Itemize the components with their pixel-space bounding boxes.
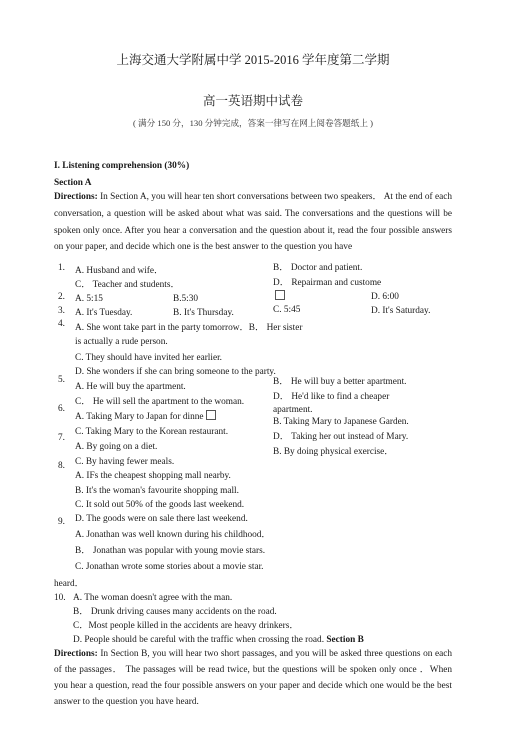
section-a-heading: Section A (54, 178, 92, 188)
question-number-5: 5. (58, 375, 65, 385)
q4-option-a: A. She wont take part in the party tomorrow．B． Her sister (75, 323, 303, 333)
q9-option-b: B． Jonathan was popular with young movie stars. (75, 546, 266, 556)
q5-option-b: B． He will buy a better apartment. (273, 377, 407, 387)
q10-option-d (73, 634, 364, 646)
q1-option-b: B． Doctor and patient. (273, 263, 363, 273)
q5-option-a: A. He will buy the apartment. (75, 382, 186, 392)
q2-option-c: C. 5:45 (273, 305, 301, 315)
question-number-4: 4. (58, 319, 65, 329)
q1-option-d: D． Repairman and custome (273, 278, 382, 288)
q10-option-c: C．Most people killed in the accidents are heavy drinkers． (73, 621, 299, 631)
q2-option-b: B.5:30 (173, 294, 199, 304)
q1-option-a: A. Husband and wife． (75, 266, 164, 276)
q5-option-d-cont: apartment. (273, 405, 313, 415)
exam-note: ( 满分 150 分，130 分钟完成，答案一律写在网上阅卷答题纸上 ) (133, 118, 373, 128)
question-number-3: 3. (58, 306, 65, 316)
q5-option-d: D． He'd like to find a cheaper (273, 392, 390, 402)
question-number-9: 9. (58, 517, 65, 527)
section-b-directions-label: Directions: (54, 649, 98, 659)
directions-text: In Section A, you will hear ten short conversations between two speakers． At the end of each conversation, a question will be asked about what was said. The conversations and the questions will be spoken only once. After you hear a conversation and the question about it, read the four possible answers on your paper, and decide which one is the best answer to the question you have (54, 192, 452, 253)
q6-option-b: B. Taking Mary to Japanese Garden. (273, 417, 409, 427)
q3-option-a: A. It's Tuesday. (75, 308, 133, 318)
q9-option-c: C. Jonathan wrote some stories about a movie star. (75, 562, 264, 572)
directions-label: Directions: (54, 192, 98, 202)
q6-option-a-text: A. Taking Mary to Japan for dinne (75, 412, 204, 422)
q7-option-b: B. By doing physical exercise． (273, 447, 394, 457)
heard-text: heard． (54, 579, 84, 589)
q7-option-a: A. By going on a diet. (75, 442, 158, 452)
q2-option-d: D. 6:00 (371, 292, 399, 302)
q8-option-d: D. The goods were on sale there last weekend. (75, 514, 248, 524)
part1-heading: I. Listening comprehension (30%) (54, 161, 190, 171)
q8-option-c: C. It sold out 50% of the goods last weekend. (75, 500, 245, 510)
q6-option-c: C. Taking Mary to the Korean restaurant. (75, 427, 229, 437)
section-b-heading: Section B (324, 635, 364, 645)
q8-option-a: A. IFs the cheapest shopping mall nearby. (75, 471, 231, 481)
question-number-8: 8. (58, 461, 65, 471)
q9-option-a: A. Jonathan was well known during his childhood． (75, 530, 271, 540)
q1-blank-box (273, 290, 285, 303)
section-b-directions (54, 646, 452, 710)
q10-option-a: A. The woman doesn't agree with the man. (73, 593, 233, 603)
q1-option-c: C． Teacher and students． (75, 280, 180, 290)
section-b-directions-text: In Section B, you will hear two short passages, and you will be asked three questions on each of the passages． The passages will be read twice, but the questions will be spoken only once ．When you hear a question, read the four possible answers on your paper and decide which one would be the best answer to the question you have heard. (54, 649, 452, 707)
question-number-1: 1. (58, 263, 65, 273)
q6-option-d: D． Taking her out instead of Mary. (273, 432, 409, 442)
blank-box-icon (275, 290, 285, 300)
school-title: 上海交通大学附属中学 2015-2016 学年度第二学期 (116, 53, 390, 67)
question-number-2: 2. (58, 292, 65, 302)
q5-option-c: C． He will sell the apartment to the woman. (75, 397, 245, 407)
question-number-7: 7. (58, 433, 65, 443)
q4-option-a-cont: is actually a rude person. (75, 337, 168, 347)
q4-option-c: C. They should have invited her earlier. (75, 353, 222, 363)
question-number-10: 10. (54, 593, 66, 603)
q10-option-d-text: D. People should be careful with the traffic when crossing the road. (73, 635, 325, 645)
q7-option-c: C. By having fewer meals. (75, 457, 175, 467)
q6-option-a (75, 410, 216, 423)
q10-option-b: B． Drunk driving causes many accidents on the road. (73, 607, 277, 617)
q4-option-d: D. She wonders if she can bring someone to the party. (75, 367, 276, 377)
blank-box-icon (206, 410, 216, 420)
question-number-6: 6. (58, 404, 65, 414)
section-a-directions (54, 189, 452, 256)
q8-option-b: B. It's the woman's favourite shopping mall. (75, 486, 239, 496)
q3-option-d: D. It's Saturday. (371, 306, 431, 316)
q3-option-b: B. It's Thursday. (173, 308, 234, 318)
q2-option-a: A. 5:15 (75, 294, 103, 304)
exam-title: 高一英语期中试卷 (202, 94, 303, 108)
